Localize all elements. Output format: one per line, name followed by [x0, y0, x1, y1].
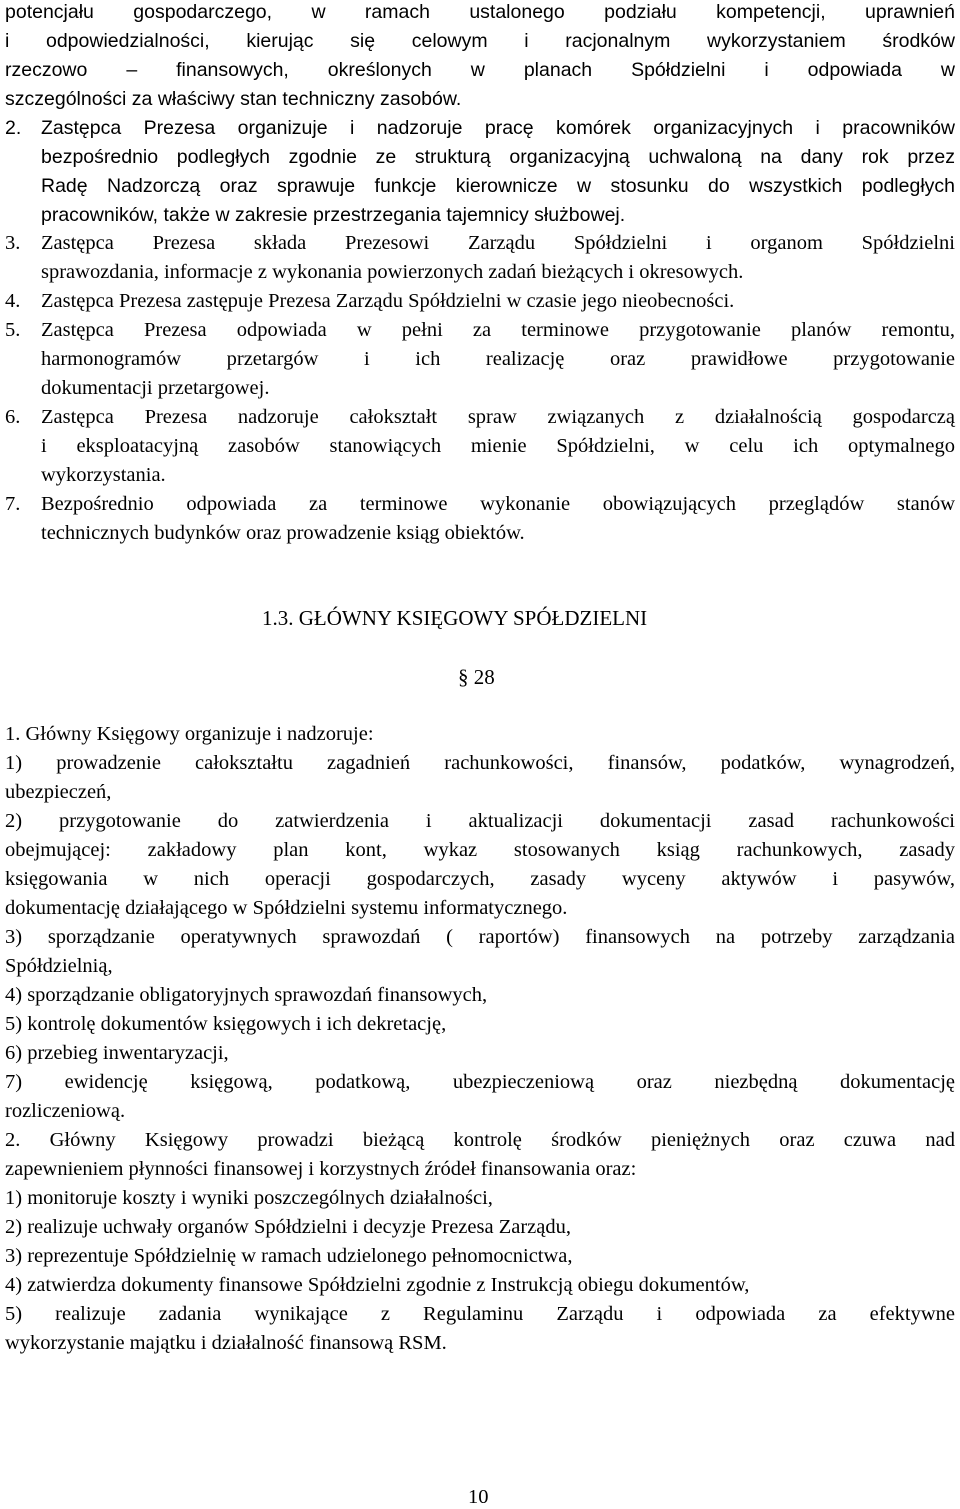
- item-line: Zastępca Prezesa składa Prezesowi Zarządu Spółdzielni i organom Spółdzielni: [41, 232, 955, 254]
- item-number: 6.: [5, 406, 21, 428]
- body-line: 2) przygotowanie do zatwierdzenia i aktualizacji dokumentacji zasad rachunkowości: [5, 810, 955, 832]
- body-line: Spółdzielnią,: [5, 955, 113, 977]
- body-line: 3) sporządzanie operatywnych sprawozdań ( raportów) finansowych na potrzeby zarządzania: [5, 926, 955, 948]
- item-line: Zastępca Prezesa organizuje i nadzoruje pracę komórek organizacyjnych i pracowników: [41, 117, 955, 139]
- item-number: 4.: [5, 290, 21, 312]
- body-line: 5) realizuje zadania wynikające z Regulaminu Zarządu i odpowiada za efektywne: [5, 1303, 955, 1325]
- item-number: 5.: [5, 319, 21, 341]
- body-line: wykorzystanie majątku i działalność finansową RSM.: [5, 1332, 447, 1354]
- body-line: rozliczeniową.: [5, 1100, 126, 1122]
- item-line: sprawozdania, informacje z wykonania powierzonych zadań bieżących i okresowych.: [41, 261, 744, 283]
- body-line: 4) sporządzanie obligatoryjnych sprawozdań finansowych,: [5, 984, 488, 1006]
- item-line: Zastępca Prezesa nadzoruje całokształt spraw związanych z działalnością gospodarczą: [41, 406, 955, 428]
- continuation-line-2: i odpowiedzialności, kierując się celowym i racjonalnym wykorzystaniem środków: [5, 30, 955, 52]
- item-line: technicznych budynków oraz prowadzenie ksiąg obiektów.: [41, 522, 525, 544]
- body-line: 7) ewidencję księgową, podatkową, ubezpieczeniową oraz niezbędną dokumentację: [5, 1071, 955, 1093]
- item-line: dokumentacji przetargowej.: [41, 377, 270, 399]
- continuation-line-1: potencjału gospodarczego, w ramach ustalonego podziału kompetencji, uprawnień: [5, 1, 955, 23]
- item-line: Zastępca Prezesa zastępuje Prezesa Zarządu Spółdzielni w czasie jego nieobecności.: [41, 290, 735, 312]
- item-line: bezpośrednio podległych zgodnie ze strukturą organizacyjną uchwaloną na dany rok przez: [41, 146, 955, 168]
- body-line: 5) kontrolę dokumentów księgowych i ich dekretację,: [5, 1013, 447, 1035]
- item-line: wykorzystania.: [41, 464, 166, 486]
- continuation-line-4: szczególności za właściwy stan techniczny zasobów.: [5, 88, 462, 110]
- item-number: 2.: [5, 117, 22, 139]
- item-number: 7.: [5, 493, 21, 515]
- item-line: Radę Nadzorczą oraz sprawuje funkcje kierownicze w stosunku do wszystkich podległych: [41, 175, 955, 197]
- item-line: harmonogramów przetargów i ich realizację oraz prawidłowe przygotowanie: [41, 348, 955, 370]
- continuation-line-3: rzeczowo – finansowych, określonych w planach Spółdzielni i odpowiada w: [5, 59, 955, 81]
- body-line: 1) prowadzenie całokształtu zagadnień rachunkowości, finansów, podatków, wynagrodzeń,: [5, 752, 955, 774]
- body-line: 3) reprezentuje Spółdzielnię w ramach udzielonego pełnomocnictwa,: [5, 1245, 573, 1267]
- item-line: i eksploatacyjną zasobów stanowiących mienie Spółdzielni, w celu ich optymalnego: [41, 435, 955, 457]
- item-line: Bezpośrednio odpowiada za terminowe wykonanie obowiązujących przeglądów stanów: [41, 493, 955, 515]
- item-line: Zastępca Prezesa odpowiada w pełni za terminowe przygotowanie planów remontu,: [41, 319, 955, 341]
- body-line: dokumentację działającego w Spółdzielni systemu informatycznego.: [5, 897, 568, 919]
- body-line: 1) monitoruje koszty i wyniki poszczególnych działalności,: [5, 1187, 493, 1209]
- section-heading: 1.3. GŁÓWNY KSIĘGOWY SPÓŁDZIELNI: [262, 606, 648, 630]
- body-line: 4) zatwierdza dokumenty finansowe Spółdzielni zgodnie z Instrukcją obiegu dokumentów,: [5, 1274, 750, 1296]
- item-line: pracowników, także w zakresie przestrzegania tajemnicy służbowej.: [41, 204, 626, 226]
- paragraph-mark: § 28: [458, 665, 495, 689]
- item-number: 3.: [5, 232, 21, 254]
- body-line: 2) realizuje uchwały organów Spółdzielni i decyzje Prezesa Zarządu,: [5, 1216, 571, 1238]
- body-line: 1. Główny Księgowy organizuje i nadzoruje:: [5, 723, 374, 745]
- body-line: 6) przebieg inwentaryzacji,: [5, 1042, 229, 1064]
- body-line: ubezpieczeń,: [5, 781, 112, 803]
- body-line: obejmującej: zakładowy plan kont, wykaz stosowanych ksiąg rachunkowych, zasady: [5, 839, 955, 861]
- body-line: księgowania w nich operacji gospodarczych, zasady wyceny aktywów i pasywów,: [5, 868, 955, 890]
- page-number: 10: [468, 1486, 489, 1508]
- body-line: 2. Główny Księgowy prowadzi bieżącą kontrolę środków pieniężnych oraz czuwa nad: [5, 1129, 955, 1151]
- body-line: zapewnieniem płynności finansowej i korzystnych źródeł finansowania oraz:: [5, 1158, 637, 1180]
